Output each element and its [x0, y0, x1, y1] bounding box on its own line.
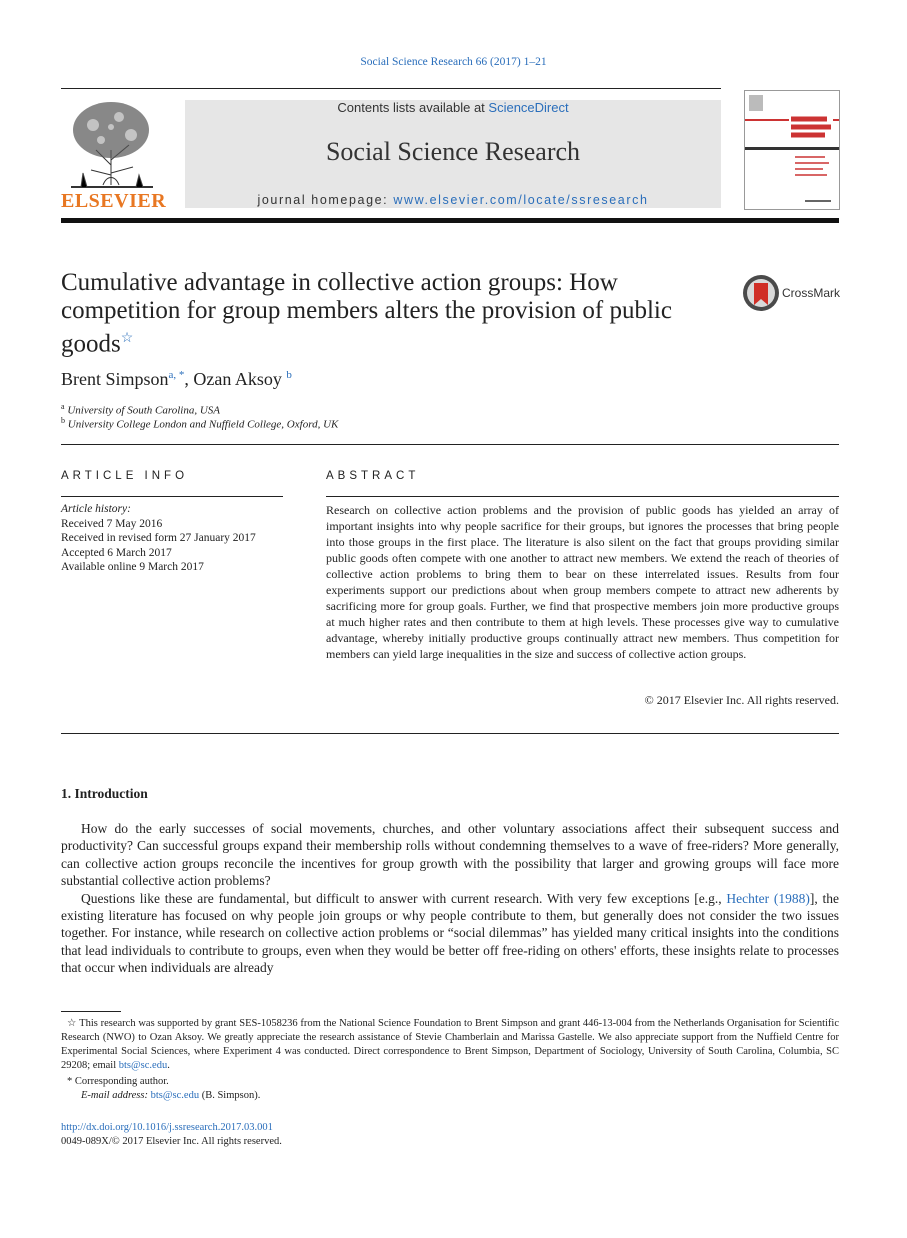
- author-name[interactable]: Ozan Aksoy: [193, 369, 282, 389]
- author-list: [61, 369, 292, 390]
- sciencedirect-link[interactable]: ScienceDirect: [488, 100, 569, 115]
- paragraph-text: Questions like these are fundamental, but difficult to answer with current research. With very few exceptions [e.g.,: [81, 890, 727, 906]
- history-item: Received 7 May 2016: [61, 517, 163, 530]
- article-history-label: Article history:: [61, 503, 131, 515]
- crossmark-label: CrossMark: [782, 286, 841, 300]
- email-note: [81, 1089, 859, 1103]
- author-affiliation-mark[interactable]: b: [286, 369, 292, 381]
- email-link[interactable]: bts@sc.edu: [118, 1060, 168, 1071]
- contents-prefix: Contents lists available at: [337, 100, 489, 115]
- abstract-heading: ABSTRACT: [326, 470, 420, 482]
- doi-block: [61, 1121, 839, 1149]
- article-title-text: Cumulative advantage in collective action groups: How competition for group members alters the provision of public goods: [61, 269, 672, 358]
- citation-link[interactable]: Hechter (1988): [726, 890, 810, 906]
- footnote-text: This research was supported by grant SES-1058236 from the National Science Foundation to Brent Simpson and grant 446-13-004 from the Netherlands Organisation for Scientific Research (NWO) to Ozan Aksoy. We greatly appreciate the research assistance of Stevie Chamberlain and Marissa Gastelle. We also appreciate support from the Nuffield Centre for Experimental Social Sciences, where Experiment 4 was conducted. Direct correspondence to Brent Simpson, Department of Sociology, University of South Carolina, Columbia, SC 29208; email: [61, 1018, 839, 1071]
- abstract-text: Research on collective action problems and the provision of public goods has yielded an array of important insights into why people sacrifice for their groups, but ignores the processes that bring people into those groups in the first place. The literature is also silent on the fact that groups providing similar public goods often compete with one another to attract new members. We extend the reach of theories of collective action problems to bring them to bear on these interrelated issues. Results from four experiments support our predictions about when group members compete to attract new adherents by sacrificing more for group goals. Further, we find that prospective members join more productive groups at much higher rates and then contribute to them at high levels. These processes give way to cumulative advantage, whereby initially productive groups continually attract new members. Thus competition for members can yield large inequalities in the size and success of collective action groups.: [326, 503, 839, 661]
- author-name[interactable]: Brent Simpson: [61, 369, 169, 389]
- divider: [61, 444, 839, 445]
- affiliation-text: University of South Carolina, USA: [67, 404, 220, 417]
- paragraph-text: ], the existing literature has focused on why people join groups or why people contribute to them, but generally does not consider the two issues together. For instance, while research on collective action problems or “social dilemmas” has yielded many critical insights into the conditions that lead individuals to contribute to groups, even when they would be better off free-riding on others' efforts, these insights relate to processes that occur when individuals are already: [61, 890, 839, 976]
- homepage-link[interactable]: www.elsevier.com/locate/ssresearch: [393, 193, 649, 207]
- doi-link[interactable]: http://dx.doi.org/10.1016/j.ssresearch.2017.03.001: [61, 1122, 273, 1133]
- affiliation-a: [61, 402, 220, 417]
- footnote-text: (B. Simpson).: [199, 1090, 261, 1101]
- paragraph: How do the early successes of social movements, churches, and other voluntary associations affect their subsequent success and productivity? Can successful groups expand their membership rolls without condemning themselves to a wave of free-riders? More generally, can collective action groups reconcile the incentives for group growth with the possibility that larger and growing groups will face more substantial collective action problems?: [61, 821, 839, 889]
- paragraph: [61, 890, 839, 977]
- author-separator: ,: [184, 369, 194, 389]
- footnote-text: Corresponding author.: [74, 1076, 169, 1087]
- affiliation-text: University College London and Nuffield College, Oxford, UK: [67, 418, 339, 431]
- email-label: E-mail address:: [81, 1090, 148, 1101]
- divider: [61, 733, 839, 734]
- body-text: [61, 820, 839, 977]
- header-divider: [61, 88, 721, 89]
- article-info-heading: ARTICLE INFO: [61, 470, 189, 482]
- article-history: [61, 502, 283, 575]
- email-link[interactable]: bts@sc.edu: [150, 1090, 200, 1101]
- history-item: Accepted 6 March 2017: [61, 546, 172, 559]
- header-thick-rule: [61, 218, 839, 223]
- funding-footnote: [61, 1017, 839, 1073]
- cover-image: [745, 91, 839, 209]
- crossmark-badge[interactable]: [741, 273, 841, 315]
- corresponding-author-note: [67, 1075, 845, 1089]
- journal-homepage: [185, 193, 721, 207]
- section-heading: 1. Introduction: [61, 786, 148, 801]
- history-item: Received in revised form 27 January 2017: [61, 532, 256, 545]
- author-affiliation-mark[interactable]: a, *: [168, 369, 185, 381]
- footnote-mark: *: [67, 1076, 73, 1087]
- affiliation-mark: a: [61, 402, 65, 411]
- abstract-copyright: © 2017 Elsevier Inc. All rights reserved.: [644, 693, 839, 707]
- journal-citation[interactable]: Social Science Research 66 (2017) 1–21: [360, 56, 547, 68]
- footnote-divider: [61, 1011, 121, 1012]
- journal-name: Social Science Research: [325, 137, 581, 166]
- elsevier-wordmark: ELSEVIER: [61, 190, 167, 212]
- footnote-mark: ☆: [67, 1018, 77, 1029]
- article-title: [61, 269, 721, 358]
- divider: [61, 496, 283, 497]
- crossmark-icon: [741, 273, 783, 315]
- homepage-prefix: journal homepage:: [257, 193, 394, 207]
- divider: [326, 496, 839, 497]
- contents-line: [185, 100, 721, 115]
- affiliation-b: [61, 416, 338, 431]
- issn-line: 0049-089X/© 2017 Elsevier Inc. All rights reserved.: [61, 1136, 282, 1147]
- footnote-text: .: [167, 1060, 170, 1071]
- title-footnote-mark[interactable]: ☆: [120, 331, 134, 346]
- journal-cover-thumbnail[interactable]: [744, 90, 840, 210]
- history-item: Available online 9 March 2017: [61, 561, 204, 574]
- affiliation-mark: b: [61, 416, 65, 425]
